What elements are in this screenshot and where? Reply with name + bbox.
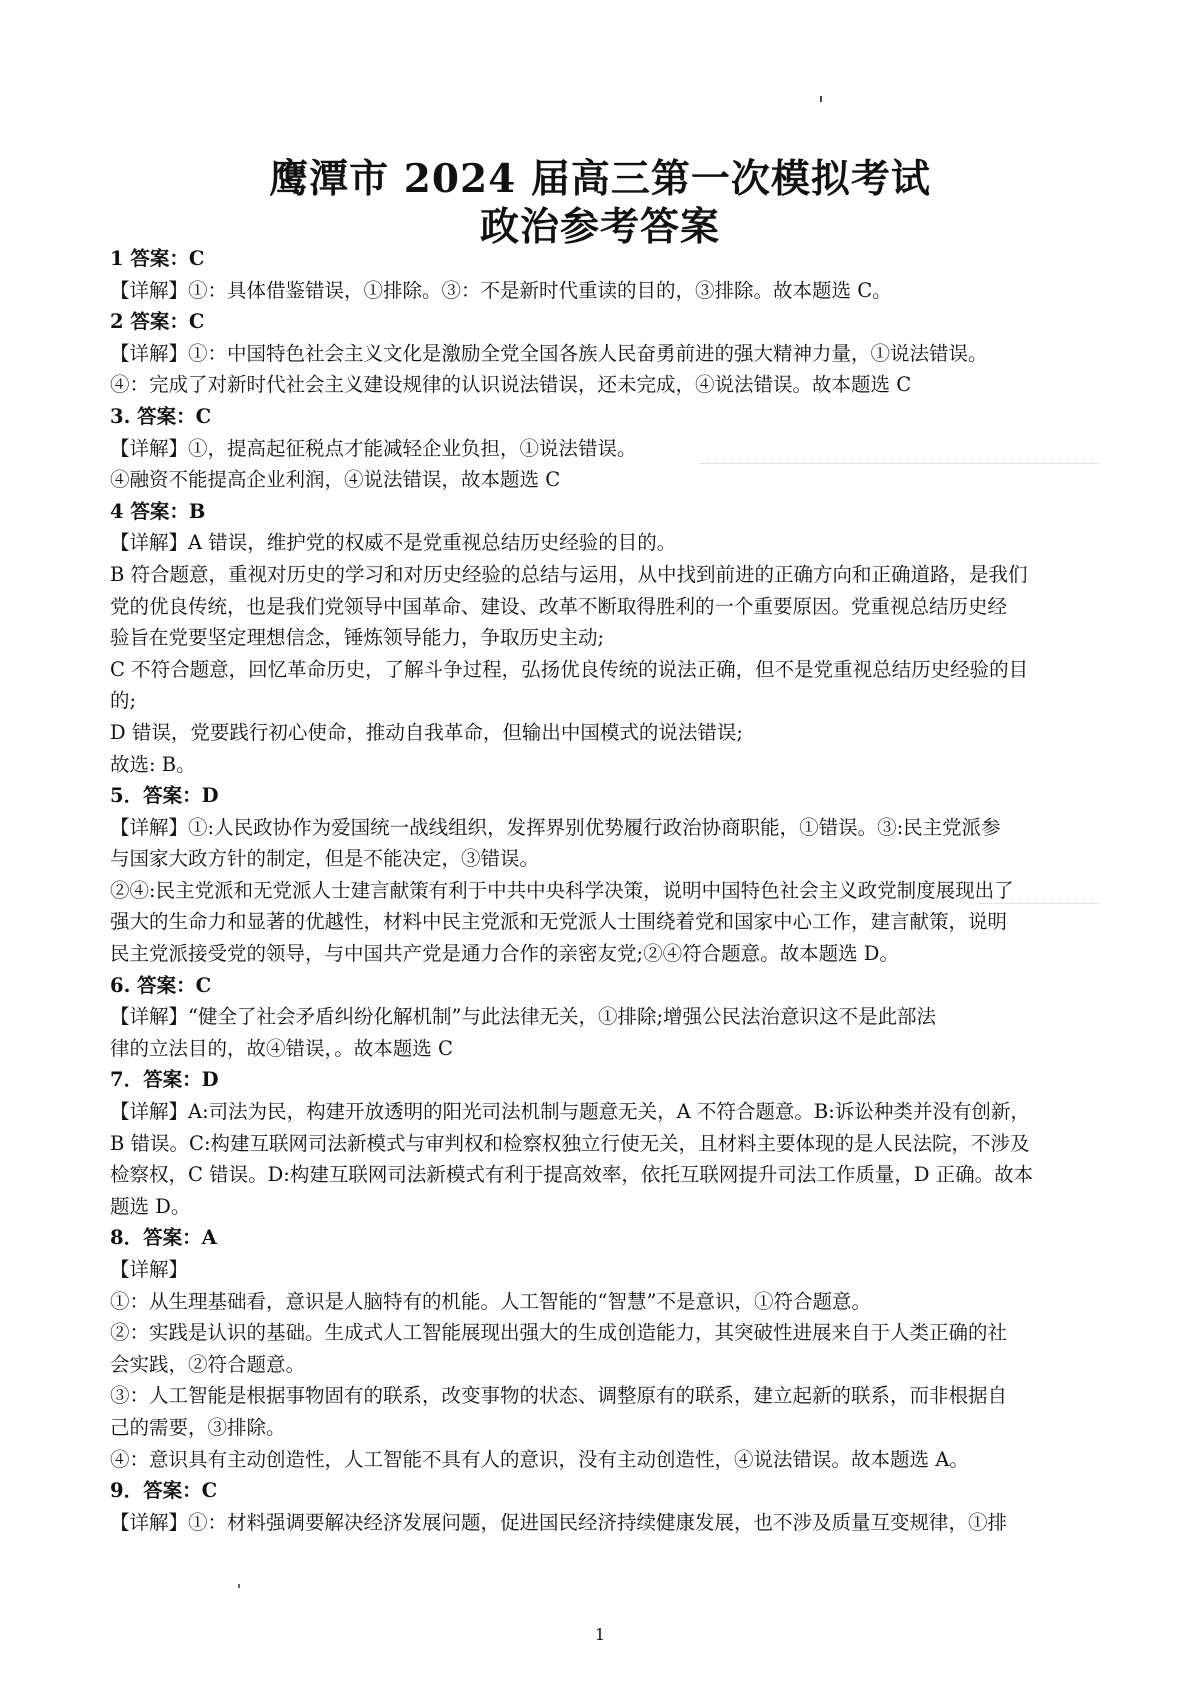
explanation-line: 己的需要，③排除。 <box>110 1415 286 1439</box>
exam-title: 鹰潭市 2024 届高三第一次模拟考试 <box>269 156 931 202</box>
explanation-line: 【详解】①：中国特色社会主义文化是激励全党全国各族人民奋勇前进的强大精神力量，①说法错误。 <box>110 341 988 365</box>
explanation-line: 律的立法目的，故④错误，。故本题选 C <box>110 1036 453 1060</box>
explanation-line: 检察权，C 错误。D:构建互联网司法新模式有利于提高效率，依托互联网提升司法工作质量，D 正确。故本 <box>110 1163 1034 1187</box>
answer-heading: 8．答案：A <box>110 1226 217 1250</box>
explanation-line: ④：意识具有主动创造性，人工智能不具有人的意识，没有主动创造性，④说法错误。故本题选 A。 <box>110 1447 969 1471</box>
explanation-line: ②：实践是认识的基础。生成式人工智能展现出强大的生成创造能力，其突破性进展来自于人类正确的社 <box>110 1321 1008 1345</box>
explanation-line: 党的优良传统，也是我们党领导中国革命、建设、改革不断取得胜利的一个重要原因。党重视总结历史经 <box>110 594 1008 618</box>
explanation-line: 民主党派接受党的领导，与中国共产党是通力合作的亲密友党;②④符合题意。故本题选 D。 <box>110 942 899 966</box>
explanation-line: 【详解】①：材料强调要解决经济发展问题，促进国民经济持续健康发展，也不涉及质量互变规律，①排 <box>110 1510 1008 1534</box>
explanation-line: 故选: B。 <box>110 752 196 776</box>
answer-heading: 3. 答案：C <box>110 404 212 428</box>
dotted-divider <box>980 903 1100 904</box>
explanation-line: D 错误，党要践行初心使命，推动自我革命，但输出中国模式的说法错误; <box>110 720 743 744</box>
explanation-line: 【详解】A:司法为民，构建开放透明的阳光司法机制与题意无关，A 不符合题意。B:诉讼种类并没有创新， <box>110 1100 1030 1124</box>
answer-heading: 1 答案：C <box>110 247 205 270</box>
answer-heading: 7．答案：D <box>110 1068 219 1092</box>
scan-artifact-mark <box>820 96 822 102</box>
explanation-line: C 不符合题意，回忆革命历史，了解斗争过程，弘扬优良传统的说法正确，但不是党重视总结历史经验的目 <box>110 657 1029 681</box>
explanation-line: B 错误。C:构建互联网司法新模式与审判权和检察权独立行使无关，且材料主要体现的是人民法院，不涉及 <box>110 1131 1030 1155</box>
explanation-line: 强大的生命力和显著的优越性，材料中民主党派和无党派人士围绕着党和国家中心工作，建言献策，说明 <box>110 910 1008 934</box>
explanation-line: ④：完成了对新时代社会主义建设规律的认识说法错误，还未完成，④说法错误。故本题选 C <box>110 373 912 397</box>
answer-heading: 2 答案：C <box>110 310 205 334</box>
explanation-line: ③：人工智能是根据事物固有的联系，改变事物的状态、调整原有的联系，建立起新的联系，而非根据自 <box>110 1384 1008 1408</box>
subject-subtitle: 政治参考答案 <box>479 204 720 250</box>
explanation-line: ①：从生理基础看，意识是人脑特有的机能。人工智能的“智慧”不是意识，①符合题意。 <box>110 1289 871 1313</box>
dotted-divider <box>700 463 1100 464</box>
explanation-line: 与国家大政方针的制定，但是不能决定，③错误。 <box>110 847 540 871</box>
explanation-line: 【详解】①：具体借鉴错误，①排除。③：不是新时代重读的目的，③排除。故本题选 C。 <box>110 278 892 302</box>
explanation-line: 的; <box>110 689 137 713</box>
explanation-line: 【详解】①:人民政协作为爱国统一战线组织，发挥界别优势履行政治协商职能，①错误。③:民主党派参 <box>110 815 1001 839</box>
explanation-line: ④融资不能提高企业利润，④说法错误，故本题选 C <box>110 468 561 492</box>
answer-content <box>110 243 1098 1538</box>
explanation-line: 会实践，②符合题意。 <box>110 1352 306 1376</box>
explanation-line: B 符合题意，重视对历史的学习和对历史经验的总结与运用，从中找到前进的正确方向和正确道路，是我们 <box>110 562 1028 586</box>
answer-heading: 4 答案：B <box>110 499 206 523</box>
page-number: 1 <box>594 1625 606 1644</box>
explanation-line: 【详解】“健全了社会矛盾纠纷化解机制”与此法律无关，①排除;增强公民法治意识这不是此部法 <box>110 1005 937 1029</box>
scan-artifact-mark <box>238 1584 240 1588</box>
answer-heading: 6. 答案：C <box>110 973 212 997</box>
answer-heading: 5．答案：D <box>110 784 219 808</box>
explanation-line: 【详解】A 错误，维护党的权威不是党重视总结历史经验的目的。 <box>110 531 677 555</box>
explanation-line: 题选 D。 <box>110 1194 191 1218</box>
answer-heading: 9．答案：C <box>110 1479 218 1503</box>
explanation-line: 【详解】①，提高起征税点才能减轻企业负担，①说法错误。 <box>110 436 637 460</box>
explanation-line: 验旨在党要坚定理想信念，锤炼领导能力，争取历史主动; <box>110 626 605 650</box>
explanation-line: ②④:民主党派和无党派人士建言献策有利于中共中央科学决策，说明中国特色社会主义政党制度展现出了 <box>110 878 1014 902</box>
explanation-line: 【详解】 <box>110 1258 189 1281</box>
